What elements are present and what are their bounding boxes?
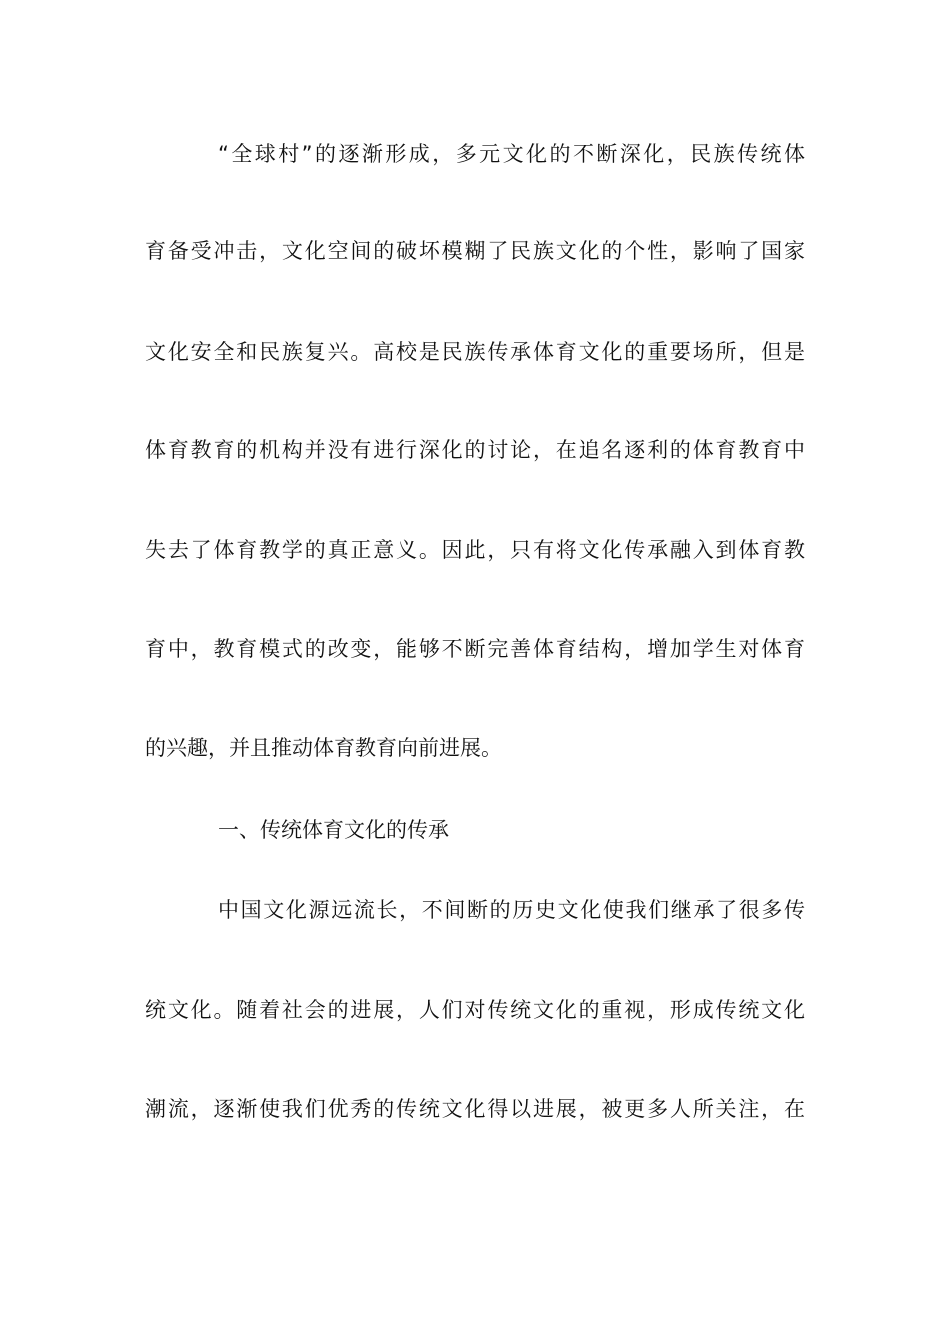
paragraph-2-line-2: 统文化。随着社会的进展，人们对传统文化的重视，形成传统文化 [145, 998, 805, 1022]
paragraph-1-line-4: 体育教育的机构并没有进行深化的讨论，在追名逐利的体育教育中 [145, 438, 805, 462]
paragraph-1-line-7: 的兴趣，并且推动体育教育向前进展。 [145, 736, 502, 760]
section-heading: 一、传统体育文化的传承 [218, 818, 449, 842]
paragraph-2-line-1: 中国文化源远流长，不间断的历史文化使我们继承了很多传 [218, 898, 805, 922]
paragraph-1-line-3: 文化安全和民族复兴。高校是民族传承体育文化的重要场所，但是 [145, 340, 805, 364]
paragraph-2-line-3: 潮流，逐渐使我们优秀的传统文化得以进展，被更多人所关注，在 [145, 1097, 805, 1121]
paragraph-1-line-5: 失去了体育教学的真正意义。因此，只有将文化传承融入到体育教 [145, 538, 805, 562]
paragraph-1-line-6: 育中，教育模式的改变，能够不断完善体育结构，增加学生对体育 [145, 637, 805, 661]
paragraph-1-line-2: 育备受冲击，文化空间的破坏模糊了民族文化的个性，影响了国家 [145, 239, 805, 263]
paragraph-1-line-1: “全球村”的逐渐形成，多元文化的不断深化，民族传统体 [218, 142, 805, 166]
